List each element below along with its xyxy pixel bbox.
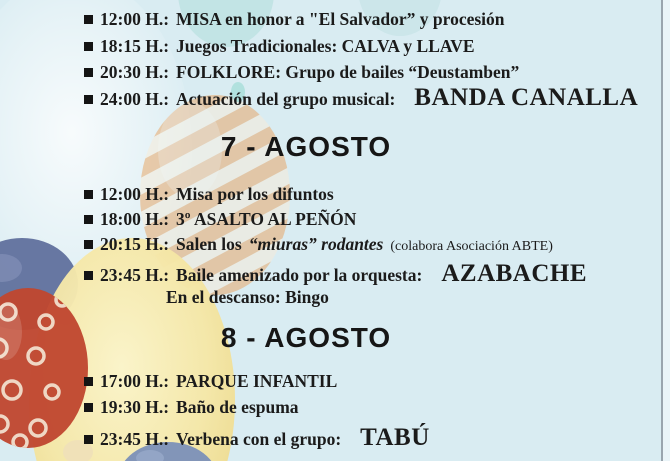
event-italic: “miuras” rodantes	[248, 234, 384, 254]
event-time: 17:00 H.:	[100, 371, 170, 391]
bullet-square-icon	[84, 190, 93, 199]
event-text: Misa por los difuntos	[176, 184, 334, 204]
event-text: Actuación del grupo musical:	[176, 89, 396, 109]
event-time: 19:30 H.:	[100, 397, 170, 417]
event-time: 20:15 H.:	[100, 234, 170, 254]
right-margin	[663, 0, 670, 461]
event-text: Verbena con el grupo:	[176, 429, 342, 449]
event-time: 24:00 H.:	[100, 89, 170, 109]
right-edge-line	[661, 0, 663, 461]
schedule-row	[84, 209, 356, 230]
bullet-square-icon	[84, 15, 93, 24]
bullet-square-icon	[84, 42, 93, 51]
schedule-row	[84, 234, 553, 255]
schedule-row	[84, 84, 638, 112]
event-text: Baño de espuma	[176, 397, 299, 417]
bullet-square-icon	[84, 95, 93, 104]
event-band-name: TABÚ	[360, 424, 430, 451]
bullet-square-icon	[84, 377, 93, 386]
date-heading-7-agosto: 7 - AGOSTO	[220, 131, 392, 162]
event-band-name: AZABACHE	[441, 260, 588, 287]
event-text: Baile amenizado por la orquesta:	[176, 265, 423, 285]
event-text: PARQUE INFANTIL	[176, 371, 338, 391]
event-text: Salen los	[176, 234, 242, 254]
event-time: 12:00 H.:	[100, 9, 170, 29]
schedule-row	[84, 260, 587, 288]
bullet-square-icon	[84, 215, 93, 224]
schedule-row	[84, 36, 475, 57]
schedule-row	[84, 9, 505, 30]
event-time: 12:00 H.:	[100, 184, 170, 204]
event-note: (colabora Asociación ABTE)	[390, 239, 553, 254]
bullet-square-icon	[84, 403, 93, 412]
event-time: 23:45 H.:	[100, 429, 170, 449]
event-time: 18:15 H.:	[100, 36, 170, 56]
schedule-row	[84, 371, 337, 392]
bullet-square-icon	[84, 240, 93, 249]
schedule-row	[84, 397, 299, 418]
event-text: MISA en honor a "El Salvador” y procesión	[176, 9, 505, 29]
event-text: Juegos Tradicionales: CALVA y LLAVE	[176, 36, 475, 56]
continuation-line: En el descanso: Bingo	[166, 287, 329, 307]
event-text: 3º ASALTO AL PEÑÓN	[176, 209, 357, 229]
event-time: 18:00 H.:	[100, 209, 170, 229]
bullet-square-icon	[84, 68, 93, 77]
schedule-row	[84, 424, 430, 452]
event-time: 20:30 H.:	[100, 62, 170, 82]
schedule-row	[84, 184, 334, 205]
date-heading-8-agosto: 8 - AGOSTO	[220, 322, 392, 353]
event-band-name: BANDA CANALLA	[414, 84, 639, 111]
event-time: 23:45 H.:	[100, 265, 170, 285]
bullet-square-icon	[84, 271, 93, 280]
schedule-row	[84, 62, 519, 83]
bullet-square-icon	[84, 435, 93, 444]
event-text: FOLKLORE: Grupo de bailes “Deustamben”	[176, 62, 520, 82]
